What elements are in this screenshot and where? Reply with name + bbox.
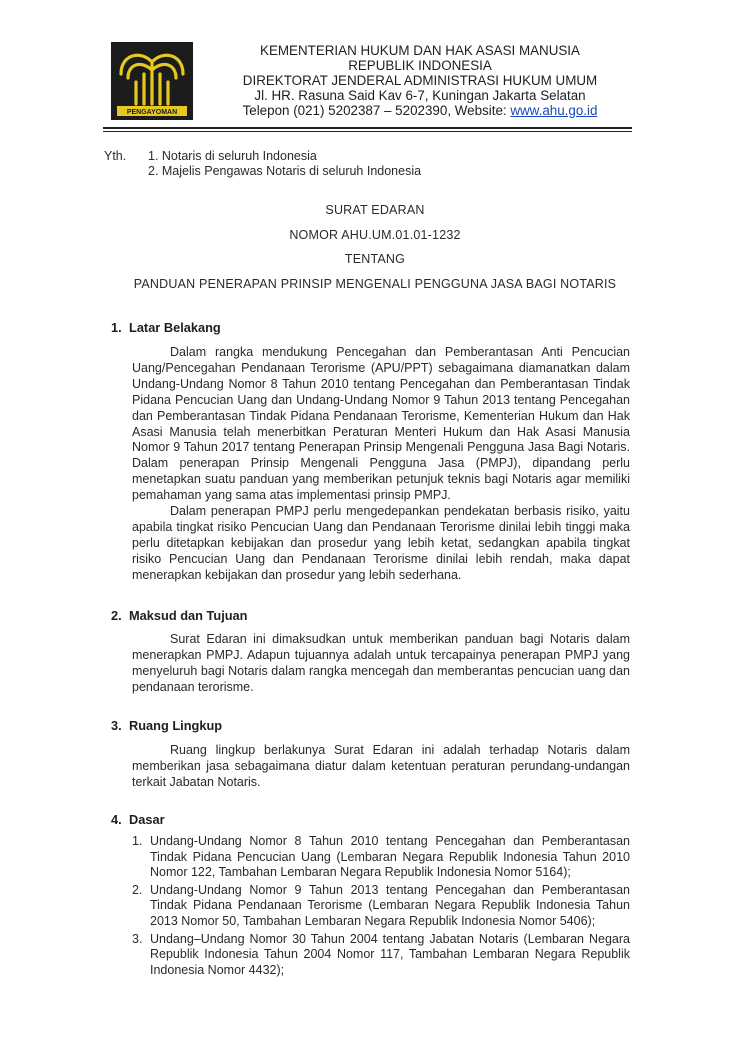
recipient-item: 1. Notaris di seluruh Indonesia bbox=[148, 149, 317, 163]
header-rule-thick bbox=[103, 127, 632, 129]
list-item: 2. Undang-Undang Nomor 9 Tahun 2013 tentang Pencegahan dan Pemberantasan Tindak Pidana Pendanaan Terorisme (Lembaran Negara Republik Indonesia Tahun 2013 Nomor 50, Tambahan Lembaran Negara Republik Indonesia Nomor 5406); bbox=[132, 882, 630, 928]
pengayoman-logo bbox=[111, 42, 193, 120]
list-item: 3. Undang–Undang Nomor 30 Tahun 2004 tentang Jabatan Notaris (Lembaran Negara Republik Indonesia Tahun 2004 Nomor 117, Tambahan Lembaran Negara Republik Indonesia Nomor 4432); bbox=[132, 931, 630, 977]
document-number: NOMOR AHU.UM.01.01-1232 bbox=[289, 228, 461, 242]
logo-text: PENGAYOMAN bbox=[126, 109, 178, 116]
list-item: 1. Undang-Undang Nomor 8 Tahun 2010 tentang Pencegahan dan Pemberantasan Tindak Pidana Pencucian Uang (Lembaran Negara Republik Indonesia Tahun 2010 Nomor 122, Tambahan Lembaran Negara Republik Indonesia Nomor 5164); bbox=[132, 834, 630, 880]
document-subject: PANDUAN PENERAPAN PRINSIP MENGENALI PENGGUNA JASA BAGI NOTARIS bbox=[133, 277, 617, 291]
address: Jl. HR. Rasuna Said Kav 6-7, Kuningan Jakarta Selatan bbox=[254, 88, 586, 103]
paragraph: Surat Edaran ini dimaksudkan untuk memberikan panduan bagi Notaris dalam menerapkan PMPJ. Adapun tujuannya adalah untuk tercapainya penerapan PMPJ yang menyeluruh bagi Notaris dalam rangka mencegah dan memberantas pencucian uang dan pendanaan terorisme. bbox=[132, 632, 630, 694]
letterhead bbox=[210, 43, 630, 118]
phone-text: Telepon (021) 5202387 – 5202390, Website: bbox=[242, 103, 511, 118]
section-heading: 3. Ruang Lingkup bbox=[111, 718, 223, 733]
website-link[interactable]: www.ahu.go.id bbox=[510, 103, 598, 118]
country-name: REPUBLIK INDONESIA bbox=[348, 58, 492, 73]
ministry-name: KEMENTERIAN HUKUM DAN HAK ASASI MANUSIA bbox=[260, 43, 580, 58]
recipient-item: 2. Majelis Pengawas Notaris di seluruh Indonesia bbox=[148, 164, 422, 178]
section-heading: 2. Maksud dan Tujuan bbox=[111, 608, 248, 623]
document-about: TENTANG bbox=[344, 252, 406, 266]
directorate-name: DIREKTORAT JENDERAL ADMINISTRASI HUKUM UMUM bbox=[242, 73, 598, 88]
document-type: SURAT EDARAN bbox=[325, 203, 425, 217]
header-rule-thin bbox=[103, 131, 632, 132]
paragraph: Dalam rangka mendukung Pencegahan dan Pemberantasan Anti Pencucian Uang/Pencegahan Pendanaan Terorisme (APU/PPT) sebagaimana diamanatkan dalam Undang-Undang Nomor 8 Tahun 2010 tentang Pencegahan dan Pemberantasan Tindak Pidana Pencucian Uang dan Undang-Undang Nomor 9 Tahun 2013 tentang Pencegahan dan Pemberantasan Tindak Pidana Pendanaan Terorisme, Kementerian Hukum dan Hak Asasi Manusia telah menerbitkan Peraturan Menteri Hukum dan Hak Asasi Manusia Nomor 9 Tahun 2017 tentang Penerapan Prinsip Mengenali Pengguna Jasa Bagi Notaris. Dalam penerapan Prinsip Mengenali Pengguna Jasa (PMPJ), dipandang perlu menetapkan suatu panduan yang memberikan petunjuk teknis bagi Notaris agar memiliki pemahaman yang sama atas implementasi prinsip PMPJ. bbox=[132, 345, 630, 503]
paragraph: Dalam penerapan PMPJ perlu mengedepankan pendekatan berbasis risiko, yaitu apabila tingkat risiko Pencucian Uang dan Pendanaan Terorisme dinilai lebih tinggi maka perlu ditetapkan kebijakan dan prosedur yang lebih ketat, sedangkan apabila tingkat risiko Pencucian Uang dan Pendanaan Terorisme dinilai lebih rendah, maka dapat menerapkan kebijakan dan prosedur yang lebih sederhana. bbox=[132, 504, 630, 582]
legal-basis-list bbox=[132, 834, 630, 980]
recipient-label: Yth. bbox=[104, 149, 127, 163]
section-heading: 1. Latar Belakang bbox=[111, 320, 221, 335]
section-heading: 4. Dasar bbox=[111, 812, 165, 827]
recipient-list bbox=[148, 149, 421, 179]
contact-line bbox=[210, 103, 630, 118]
paragraph: Ruang lingkup berlakunya Surat Edaran ini adalah terhadap Notaris dalam memberikan jasa sebagaimana diatur dalam ketentuan peraturan perundang-undangan terkait Jabatan Notaris. bbox=[132, 743, 630, 789]
